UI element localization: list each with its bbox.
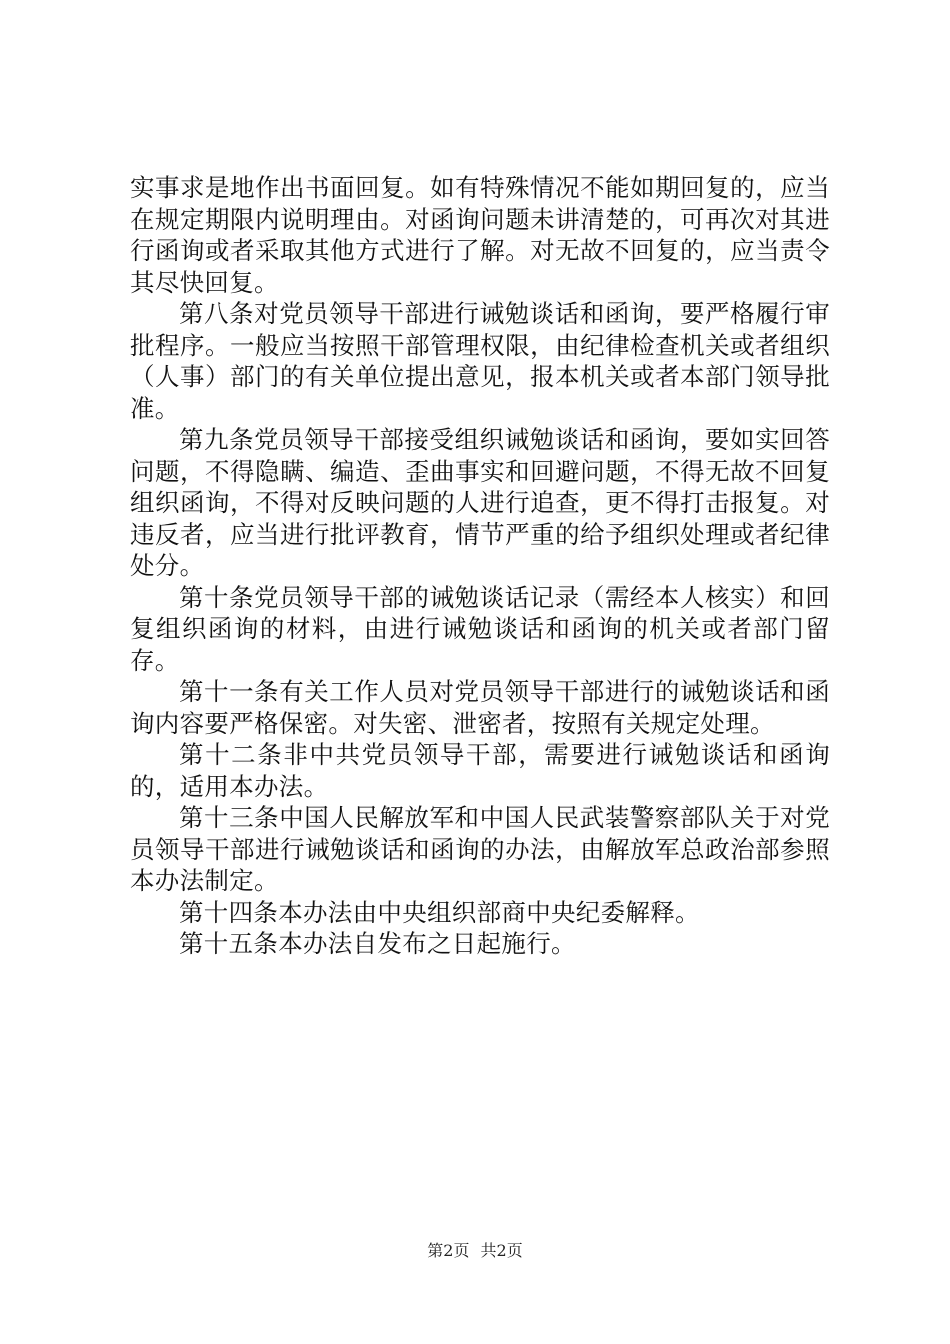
- paragraph-article-15: 第十五条本办法自发布之日起施行。: [179, 929, 576, 958]
- paragraph-continuation: 实事求是地作出书面回复。如有特殊情况不能如期回复的，应当在规定期限内说明理由。对函询问题未讲清楚的，可再次对其进行函询或者采取其他方式进行了解。对无故不回复的，应当责令其尽快回复。: [130, 173, 830, 297]
- page-number: 第2页: [427, 1241, 470, 1260]
- paragraph-article-10: 第十条党员领导干部的诫勉谈话记录（需经本人核实）和回复组织函询的材料，由进行诫勉谈话和函询的机关或者部门留存。: [130, 582, 830, 675]
- document-body: [130, 172, 830, 960]
- paragraph-article-8: 第八条对党员领导干部进行诫勉谈话和函询，要严格履行审批程序。一般应当按照干部管理权限，由纪律检查机关或者组织（人事）部门的有关单位提出意见，报本机关或者本部门领导批准。: [130, 299, 830, 423]
- paragraph-article-14: 第十四条本办法由中央组织部商中央纪委解释。: [179, 897, 700, 927]
- paragraph-article-13: 第十三条中国人民解放军和中国人民武装警察部队关于对党员领导干部进行诫勉谈话和函询的办法，由解放军总政治部参照本办法制定。: [130, 803, 830, 895]
- page-footer: [0, 1241, 950, 1261]
- paragraph-article-12: 第十二条非中共党员领导干部，需要进行诫勉谈话和函询的，适用本办法。: [130, 740, 830, 801]
- page-total: 共2页: [480, 1241, 523, 1260]
- paragraph-article-9: 第九条党员领导干部接受组织诫勉谈话和函询，要如实回答问题，不得隐瞒、编造、歪曲事实和回避问题，不得无故不回复组织函询，不得对反映问题的人进行追查，更不得打击报复。对违反者，应当进行批评教育，情节严重的给予组织处理或者纪律处分。: [130, 425, 830, 580]
- paragraph-article-11: 第十一条有关工作人员对党员领导干部进行的诫勉谈话和函询内容要严格保密。对失密、泄密者，按照有关规定处理。: [130, 677, 830, 738]
